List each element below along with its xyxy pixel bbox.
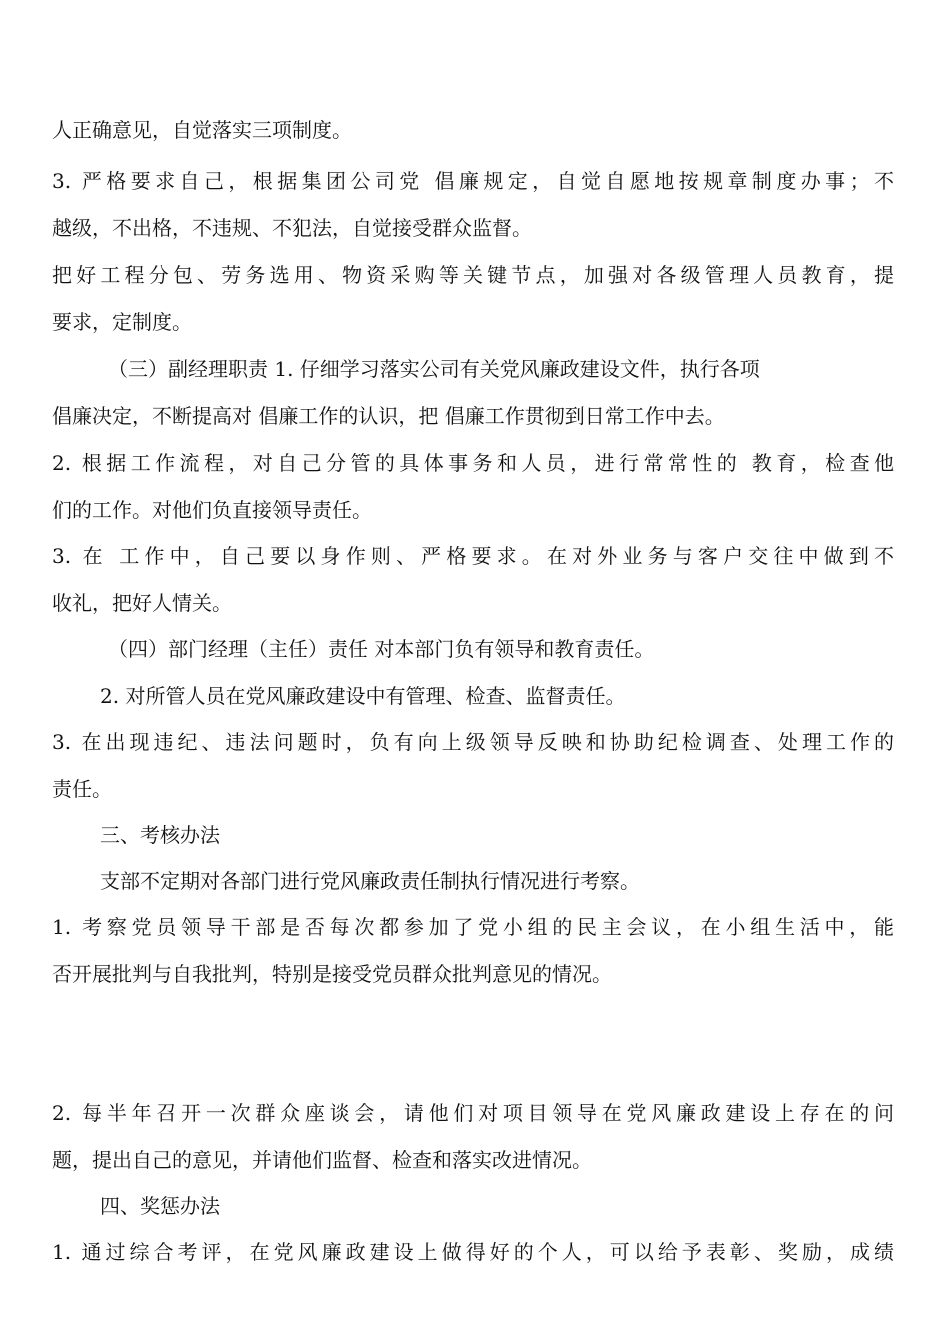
paragraph-line: 们的工作。对他们负直接领导责任。 — [52, 498, 372, 522]
section-heading: 三、考核办法 — [100, 823, 220, 847]
paragraph-line: 否开展批判与自我批判，特别是接受党员群众批判意见的情况。 — [52, 962, 612, 986]
paragraph-line: 人正确意见，自觉落实三项制度。 — [52, 118, 352, 142]
paragraph-line: 越级，不出格，不违规、不犯法，自觉接受群众监督。 — [52, 216, 532, 240]
paragraph-line: 支部不定期对各部门进行党风廉政责任制执行情况进行考察。 — [100, 869, 640, 893]
paragraph-line: 2. 根据工作流程，对自己分管的具体事务和人员，进行常常性的 教育，检查他 — [52, 451, 894, 475]
paragraph-line: （四）部门经理（主任）责任 对本部门负有领导和教育责任。 — [108, 637, 655, 661]
paragraph-line: （三）副经理职责 1. 仔细学习落实公司有关党风廉政建设文件，执行各项 — [108, 357, 760, 381]
paragraph-line: 1. 通过综合考评，在党风廉政建设上做得好的个人，可以给予表彰、奖励，成绩 — [52, 1240, 894, 1264]
paragraph-line: 收礼，把好人情关。 — [52, 591, 232, 615]
paragraph-line: 2. 每半年召开一次群众座谈会，请他们对项目领导在党风廉政建设上存在的问 — [52, 1101, 894, 1125]
paragraph-line: 1. 考察党员领导干部是否每次都参加了党小组的民主会议，在小组生活中，能 — [52, 915, 894, 939]
paragraph-line: 3. 严格要求自己，根据集团公司党 倡廉规定，自觉自愿地按规章制度办事；不 — [52, 169, 894, 193]
section-heading: 四、奖惩办法 — [100, 1194, 220, 1218]
paragraph-line: 3. 在出现违纪、违法问题时，负有向上级领导反映和协助纪检调查、处理工作的 — [52, 730, 894, 754]
paragraph-line: 责任。 — [52, 777, 112, 801]
paragraph-line: 2. 对所管人员在党风廉政建设中有管理、检查、监督责任。 — [100, 684, 626, 708]
paragraph-line: 要求，定制度。 — [52, 310, 192, 334]
paragraph-line: 倡廉决定，不断提高对 倡廉工作的认识，把 倡廉工作贯彻到日常工作中去。 — [52, 404, 725, 428]
paragraph-line: 题，提出自己的意见，并请他们监督、检查和落实改进情况。 — [52, 1148, 592, 1172]
paragraph-line: 3. 在 工作中，自己要以身作则、严格要求。在对外业务与客户交往中做到不 — [52, 544, 894, 568]
paragraph-line: 把好工程分包、劳务选用、物资采购等关键节点，加强对各级管理人员教育，提 — [52, 263, 894, 287]
